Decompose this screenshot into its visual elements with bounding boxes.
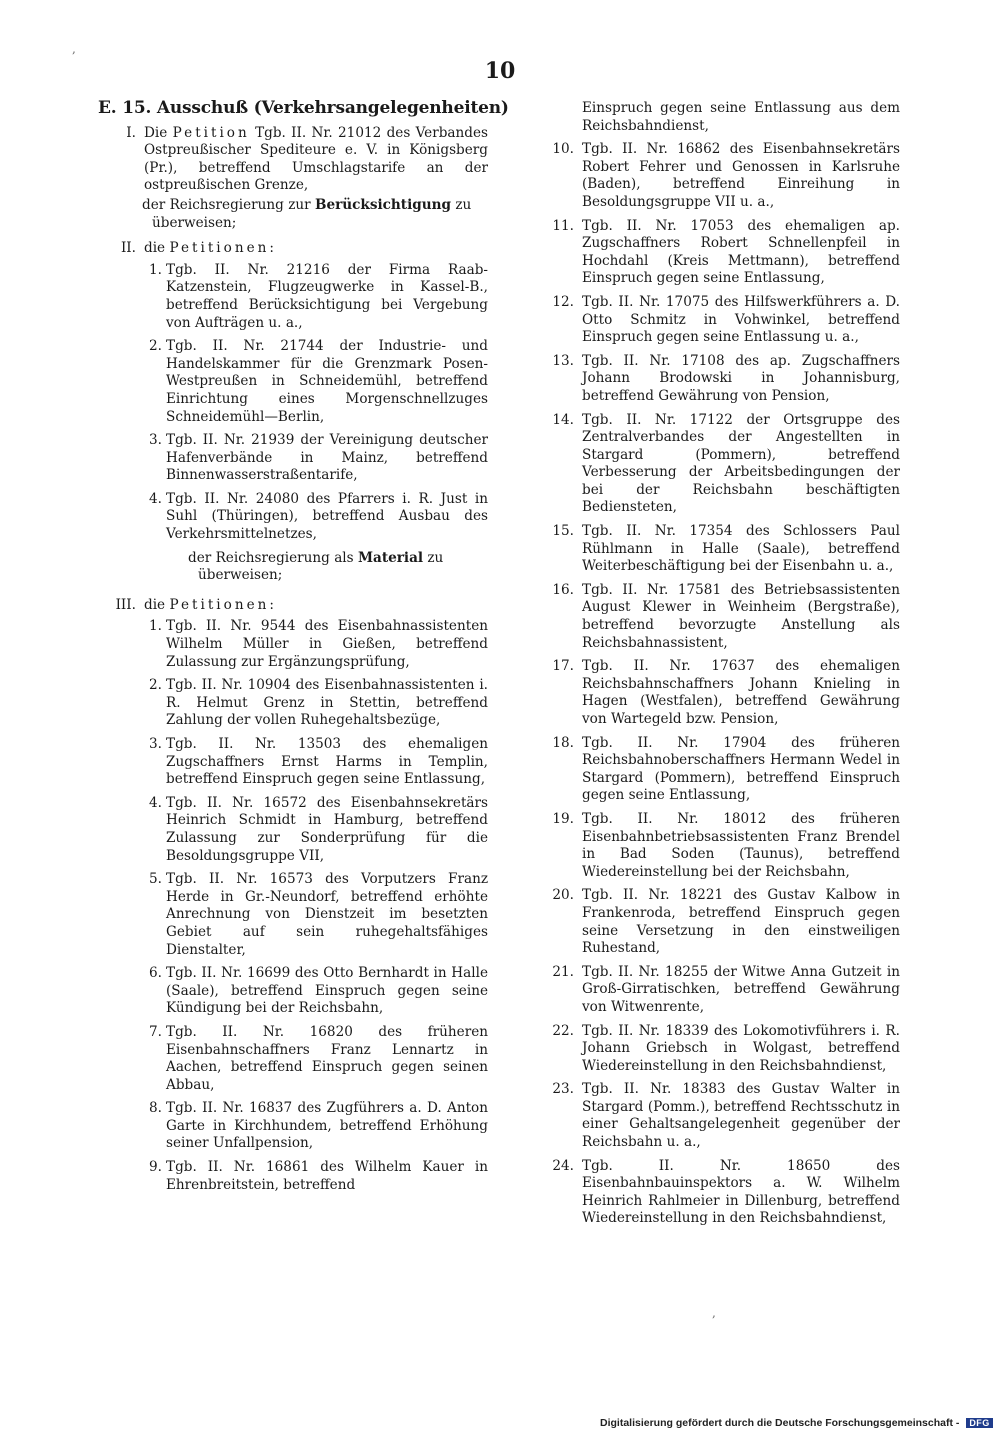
petition-item [548, 412, 900, 518]
item-number: 13. [552, 352, 574, 369]
item-number: 24. [552, 1157, 574, 1174]
item-number: 10. [552, 141, 574, 158]
item-text: Tgb. II. Nr. 16861 des Wilhelm Kauer in Ehrenbreitstein, betreffend [166, 1159, 488, 1193]
item-text: Tgb. II. Nr. 16862 des Eisenbahnsekretärs Robert Fehrer und Genossen in Karlsruhe (Baden), betreffend Einreihung in Besoldungsgruppe VII u. a., [582, 141, 900, 210]
petition-item [548, 353, 900, 406]
item-text: Tgb. II. Nr. 17637 des ehemaligen Reichsbahnschaffners Johann Knieling in Hagen (Westfalen), betreffend Gewährung von Wartegeld bzw. Pension, [582, 658, 900, 727]
item-number: 14. [552, 411, 574, 428]
decision-suffix: zu überweisen; [198, 549, 444, 584]
petition-item [548, 523, 900, 576]
group-label: Petitionen: [169, 596, 277, 613]
group-heading [98, 597, 488, 615]
group-text-petition: Petition [172, 124, 250, 141]
item-text: Tgb. II. Nr. 13503 des ehemaligen Zugschaffners Ernst Harms in Templin, betreffend Einspruch gegen seine Entlassung, [166, 736, 488, 788]
item-number: 5. [149, 871, 162, 888]
item-number: 1. [149, 618, 162, 635]
petition-item [144, 1100, 488, 1153]
decision-prefix: der Reichsregierung als [188, 549, 354, 566]
item-number: 11. [552, 217, 574, 234]
item-text: Tgb. II. Nr. 21939 der Vereinigung deutscher Hafenverbände in Mainz, betreffend Binnenwasserstraßentarife, [166, 432, 488, 484]
petition-item [144, 677, 488, 730]
scan-mark: , [72, 42, 76, 56]
decision-keyword: Material [357, 549, 424, 566]
item-number: 3. [149, 432, 162, 449]
footer-text: Digitalisierung gefördert durch die Deutsche Forschungsgemeinschaft - [600, 1417, 960, 1429]
item-text: Tgb. II. Nr. 21216 der Firma Raab-Katzenstein, Flugzeugwerke in Kassel-B., betreffend Berücksichtigung bei Vergebung von Aufträgen u. a., [166, 261, 488, 331]
group-text-intro: Die [144, 124, 168, 141]
petition-list [548, 141, 900, 1228]
petition-item [144, 338, 488, 426]
item-number: 19. [552, 810, 574, 827]
petition-list [98, 618, 488, 1194]
item-number: 7. [149, 1023, 162, 1040]
petition-item [548, 1158, 900, 1228]
petition-item [144, 432, 488, 485]
petition-item [144, 795, 488, 865]
resolution-group-1 [98, 125, 488, 233]
item-continuation: Einspruch gegen seine Entlassung aus dem Reichsbahndienst, [582, 100, 900, 134]
petition-item [548, 141, 900, 211]
decision-text [188, 550, 488, 585]
item-text: Tgb. II. Nr. 17354 des Schlossers Paul Rühlmann in Halle (Saale), betreffend Weiterbeschäftigung bei der Eisenbahn u. a., [582, 523, 900, 575]
item-number: 18. [552, 734, 574, 751]
petition-item [144, 1024, 488, 1094]
item-number: 1. [149, 261, 162, 278]
section-title: E. 15. Ausschuß (Verkehrsangelegenheiten) [98, 98, 509, 118]
group-number: III. [115, 596, 136, 613]
petition-list [98, 262, 488, 544]
item-text: Tgb. II. Nr. 24080 des Pfarrers i. R. Just in Suhl (Thüringen), betreffend Ausbau des Verkehrsmittelnetzes, [166, 490, 488, 543]
item-text: Tgb. II. Nr. 18650 des Eisenbahnbauinspektors a. W. Wilhelm Heinrich Rahlmeier in Dillenburg, betreffend Wiedereinstellung in den Reichsbahndienst, [582, 1157, 900, 1227]
item-text: Tgb. II. Nr. 18012 des früheren Eisenbahnbetriebsassistenten Franz Brendel in Bad Soden (Taunus), betreffend Wiedereinstellung bei der Reichsbahn, [582, 810, 900, 880]
dfg-logo: DFG [966, 1418, 993, 1428]
item-number: 9. [149, 1159, 162, 1176]
group-label: Petitionen: [169, 240, 277, 257]
item-text: Tgb. II. Nr. 17108 des ap. Zugschaffners Johann Brodowski in Johannisburg, betreffend Gewährung von Pension, [582, 352, 900, 404]
item-number: 12. [552, 293, 574, 310]
digitization-footer [600, 1417, 993, 1429]
decision-suffix: zu überweisen; [152, 196, 472, 231]
scan-mark: , [712, 1306, 716, 1320]
petition-item [548, 887, 900, 957]
item-number: 20. [552, 887, 574, 904]
group-heading [98, 240, 488, 258]
group-label-intro: die [144, 240, 166, 257]
petition-item [548, 294, 900, 347]
left-column [98, 98, 509, 1202]
decision-prefix: der Reichsregierung zur [142, 196, 311, 213]
group-text [144, 125, 488, 195]
decision-text [142, 197, 488, 232]
right-column [548, 100, 900, 1234]
item-number: 4. [149, 490, 162, 507]
item-number: 6. [149, 965, 162, 982]
item-number: 2. [149, 338, 162, 355]
item-text: Tgb. II. Nr. 16573 des Vorputzers Franz Herde in Gr.-Neundorf, betreffend erhöhte Anrechnung von Dienstzeit im besetzten Gebiet auf sein ruhegehaltsfähiges Dienstalter, [166, 871, 488, 958]
item-text: Tgb. II. Nr. 17581 des Betriebsassistenten August Klewer in Weinheim (Bergstraße), betreffend bevorzugte Anstellung als Reichsbahnassistent, [582, 581, 900, 651]
item-number: 22. [552, 1022, 574, 1039]
item-text: Tgb. II. Nr. 16837 des Zugführers a. D. Anton Garte in Kirchhundem, betreffend Erhöhung seiner Unfallpension, [166, 1100, 488, 1152]
page-number: 10 [484, 58, 516, 84]
item-text: Tgb. II. Nr. 16820 des früheren Eisenbahnschaffners Franz Lennartz in Aachen, betreffend Einspruch gegen seinen Abbau, [166, 1023, 488, 1093]
item-text: Tgb. II. Nr. 17053 des ehemaligen ap. Zugschaffners Robert Schnellenpfeil in Hochdahl (Kreis Mettmann), betreffend Einspruch gegen seine Entlassung, [582, 217, 900, 287]
item-text: Tgb. II. Nr. 17075 des Hilfswerkführers a. D. Otto Schmitz in Vohwinkel, betreffend Einspruch gegen seine Entlassung u. a., [582, 293, 900, 346]
petition-item [548, 1023, 900, 1076]
item-number: 21. [552, 963, 574, 980]
resolution-group-3 [98, 597, 488, 1194]
item-text: Tgb. II. Nr. 17904 des früheren Reichsbahnoberschaffners Hermann Wedel in Stargard (Pommern), betreffend Einspruch gegen seine Entlassung, [582, 734, 900, 804]
decision-keyword: Berücksichtigung [314, 196, 452, 213]
item-number: 4. [149, 794, 162, 811]
item-text: Tgb. II. Nr. 18255 der Witwe Anna Gutzeit in Groß-Girratischken, betreffend Gewährung von Witwenrente, [582, 963, 900, 1015]
petition-item [548, 964, 900, 1017]
item-number: 23. [552, 1081, 574, 1098]
petition-item [144, 965, 488, 1018]
petition-item [144, 736, 488, 789]
resolution-group-2 [98, 240, 488, 585]
item-number: 8. [149, 1100, 162, 1117]
group-label-intro: die [144, 596, 166, 613]
petition-item [144, 491, 488, 544]
petition-item [548, 1081, 900, 1151]
petition-item [548, 582, 900, 652]
petition-item [548, 658, 900, 728]
group-number: II. [120, 240, 136, 257]
item-text: Tgb. II. Nr. 10904 des Eisenbahnassistenten i. R. Helmut Grenz in Stettin, betreffend Zahlung der vollen Ruhegehaltsbezüge, [166, 677, 488, 729]
item-text: Tgb. II. Nr. 9544 des Eisenbahnassistenten Wilhelm Müller in Gießen, betreffend Zulassung zur Ergänzungsprüfung, [166, 618, 488, 670]
item-text: Tgb. II. Nr. 18221 des Gustav Kalbow in Frankenroda, betreffend Einspruch gegen seine Versetzung in den einstweiligen Ruhestand, [582, 887, 900, 957]
petition-item [144, 871, 488, 959]
group-text-body: Tgb. II. Nr. 21012 des Verbandes Ostpreußischer Spediteure e. V. in Königsberg (Pr.), betreffend Umschlagstarife an der ostpreußischen Grenze, [144, 124, 489, 194]
petition-item [144, 262, 488, 332]
item-text: Tgb. II. Nr. 18339 des Lokomotivführers i. R. Johann Griebsch in Wolgast, betreffend Wiedereinstellung in den Reichsbahndienst, [582, 1022, 900, 1074]
item-number: 2. [149, 677, 162, 694]
petition-item [548, 735, 900, 805]
petition-item [548, 811, 900, 881]
item-number: 16. [552, 581, 574, 598]
item-text: Tgb. II. Nr. 16699 des Otto Bernhardt in Halle (Saale), betreffend Einspruch gegen seine Kündigung bei der Reichsbahn, [166, 965, 488, 1017]
item-number: 3. [149, 736, 162, 752]
petition-item [144, 618, 488, 671]
item-text: Tgb. II. Nr. 16572 des Eisenbahnsekretärs Heinrich Schmidt in Hamburg, betreffend Zulassung zur Sonderprüfung für die Besoldungsgruppe VII, [166, 794, 488, 864]
petition-item [548, 218, 900, 288]
item-number: 17. [552, 658, 574, 675]
petition-item [144, 1159, 488, 1194]
group-number: I. [126, 124, 136, 141]
item-text: Tgb. II. Nr. 17122 der Ortsgruppe des Zentralverbandes der Angestellten in Stargard (Pommern), betreffend Verbesserung der Arbeitsbedingungen der bei der Reichsbahn beschäftigten Bediensteten, [582, 411, 900, 516]
item-number: 15. [552, 523, 574, 540]
item-text: Tgb. II. Nr. 21744 der Industrie- und Handelskammer für die Grenzmark Posen-Westpreußen in Schneidemühl, betreffend Einrichtung eines Morgenschnellzuges Schneidemühl—Berlin, [166, 338, 488, 425]
item-text: Tgb. II. Nr. 18383 des Gustav Walter in Stargard (Pomm.), betreffend Rechtsschutz in einer Gehaltsangelegenheit gegenüber der Reichsbahn u. a., [582, 1081, 900, 1151]
